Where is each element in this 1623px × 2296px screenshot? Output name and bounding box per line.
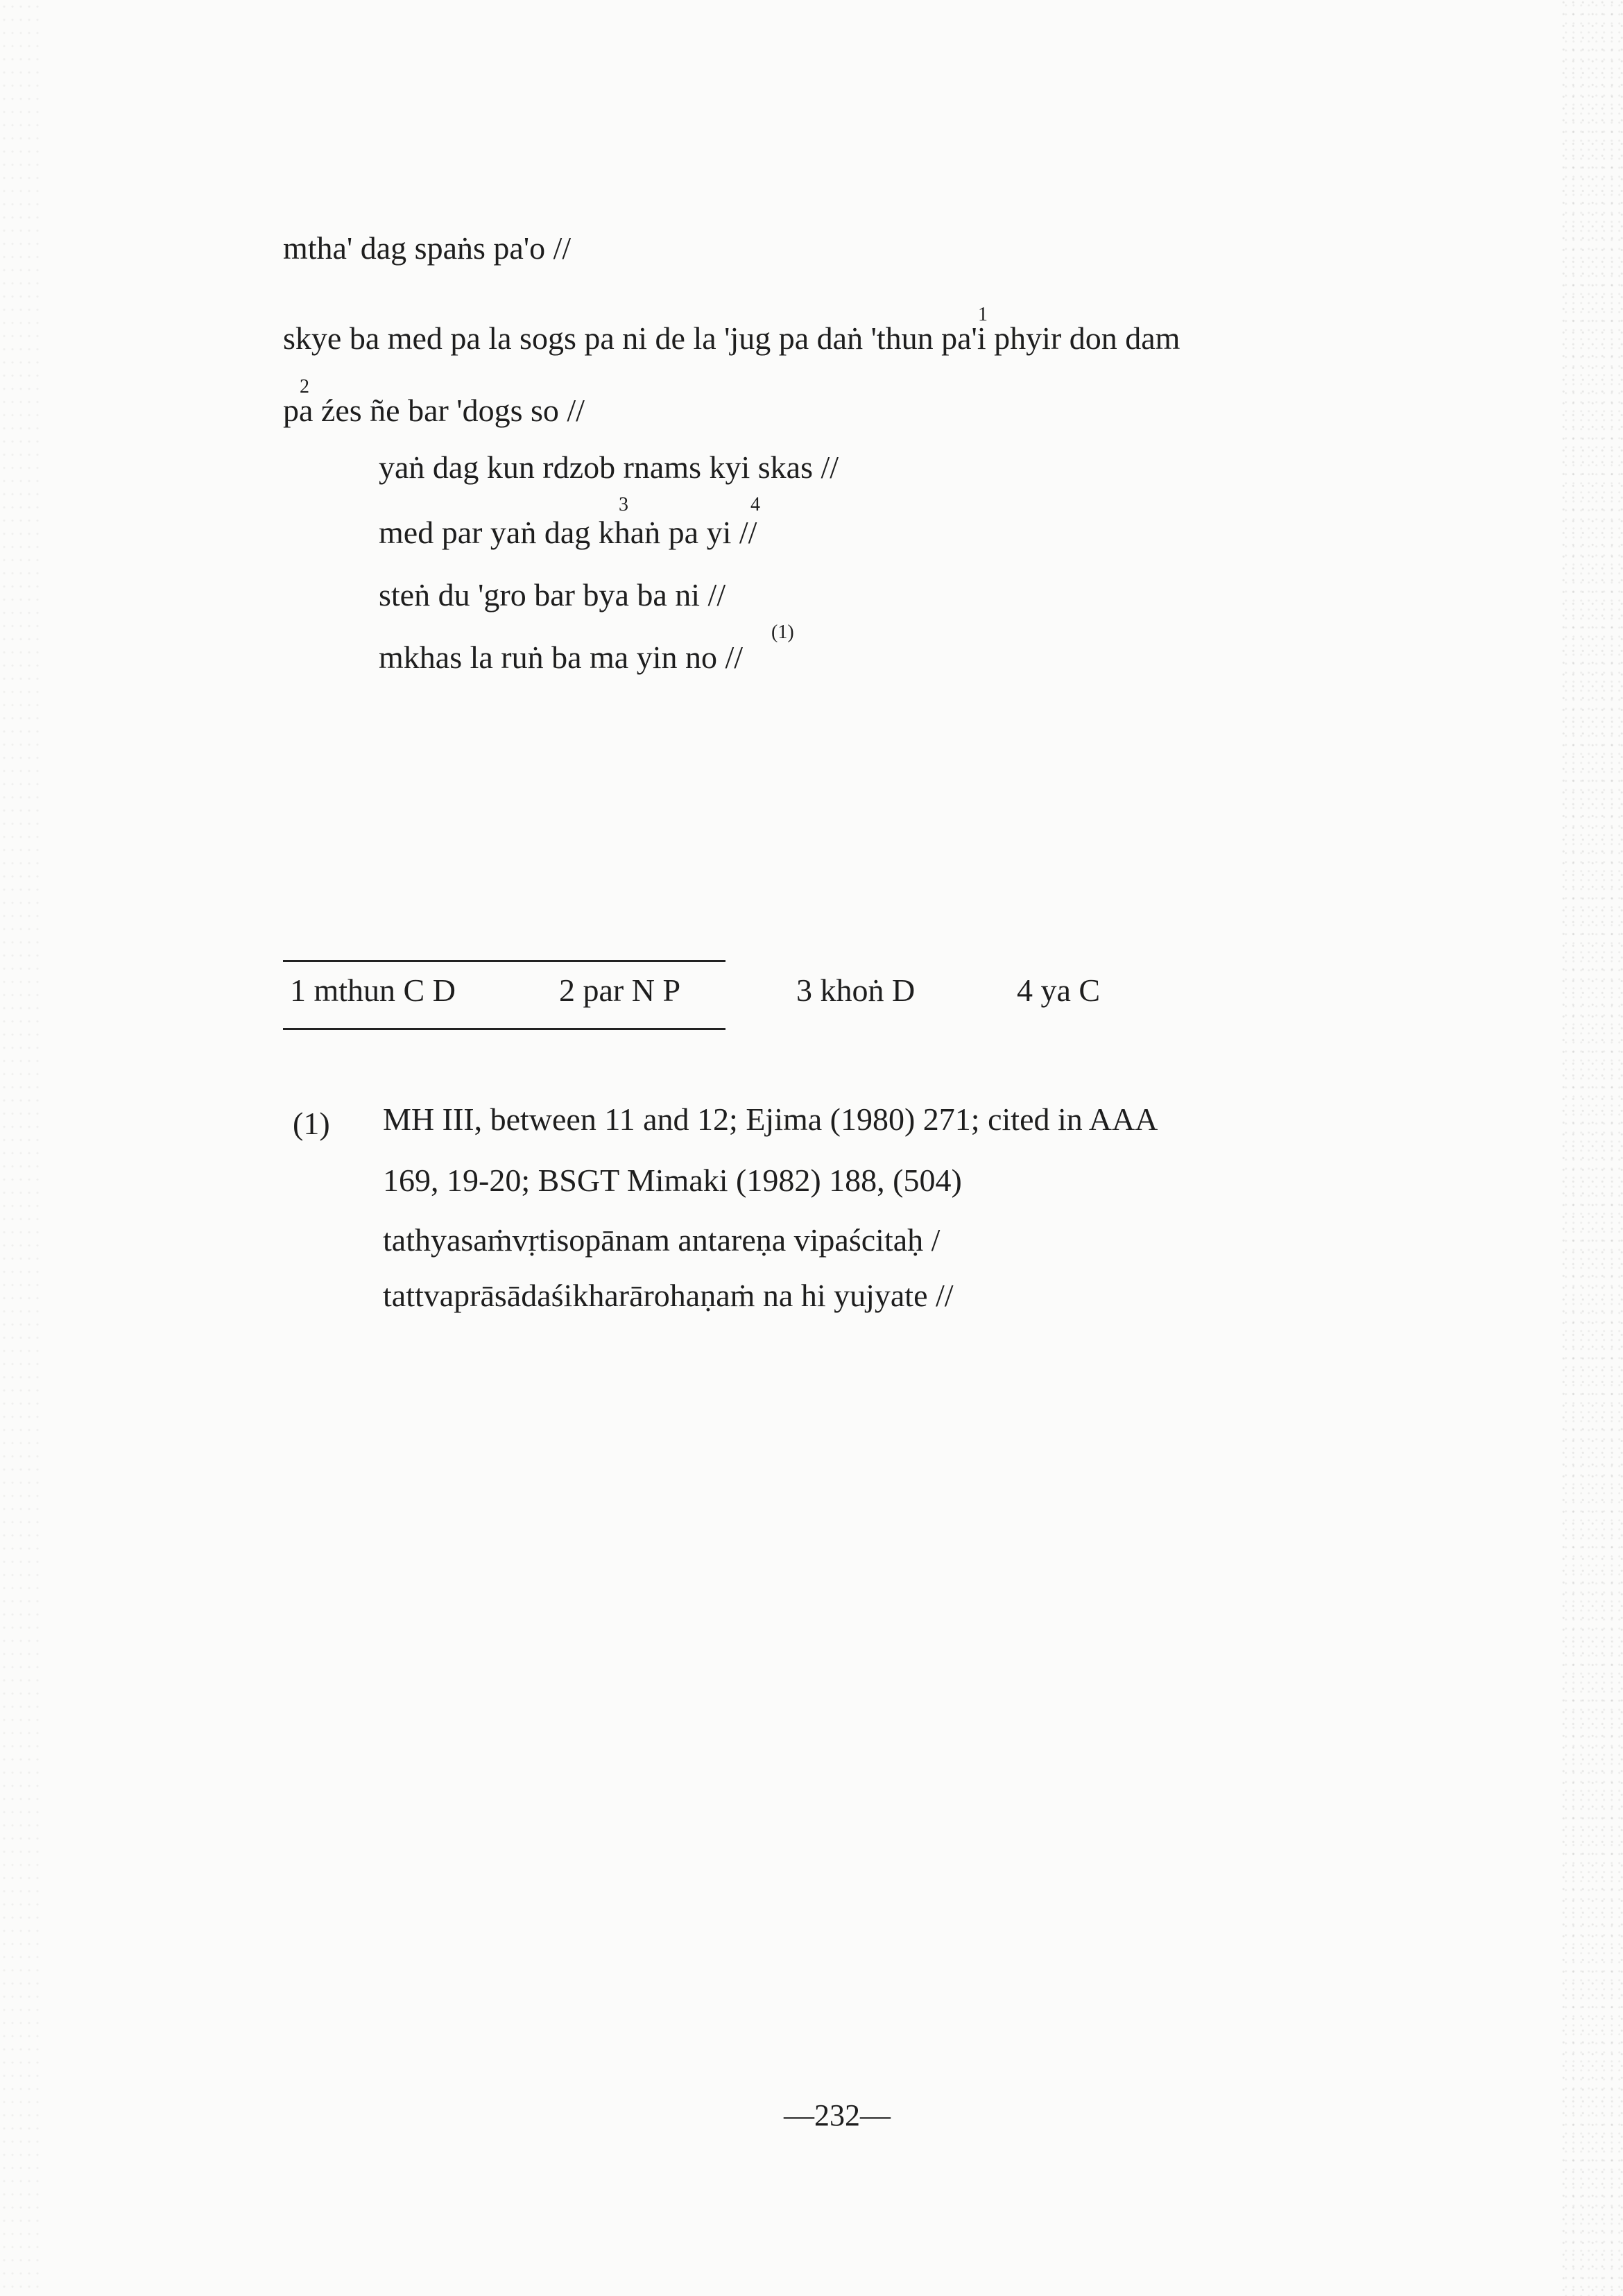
- variant-marker-3: 3: [619, 494, 628, 515]
- variant-3: 3 khoṅ D: [796, 973, 916, 1008]
- variant-1: 1 mthun C D: [290, 973, 456, 1008]
- verse-line-2: med par yaṅ dag khaṅ pa yi //: [379, 515, 757, 550]
- footnote-line-4: tattvaprāsādaśikharārohaṇaṁ na hi yujyate //: [383, 1278, 954, 1313]
- text-line-3: pa źes ñe bar 'dogs so //: [283, 393, 585, 428]
- variant-marker-1: 1: [978, 304, 988, 325]
- variant-marker-4: 4: [750, 494, 760, 515]
- page-number: —232—: [784, 2098, 891, 2132]
- variant-2: 2 par N P: [559, 973, 681, 1008]
- scan-noise-right: [1561, 0, 1623, 2296]
- scan-noise-left: [0, 0, 42, 2296]
- footnote-line-3: tathyasaṁvṛtisopānam antareṇa vipaścitaḥ /: [383, 1222, 941, 1258]
- verse-line-4: mkhas la ruṅ ba ma yin no //: [379, 640, 744, 675]
- footnote-label: (1): [293, 1106, 330, 1141]
- verse-line-3: steṅ du 'gro bar bya ba ni //: [379, 577, 726, 612]
- footnote-line-1: MH III, between 11 and 12; Ejima (1980) 271; cited in AAA: [383, 1102, 1158, 1137]
- apparatus-rule-top: [283, 960, 725, 962]
- variant-4: 4 ya C: [1017, 973, 1101, 1008]
- verse-line-1: yaṅ dag kun rdzob rnams kyi skas //: [379, 449, 839, 485]
- apparatus-rule-bottom: [283, 1028, 725, 1030]
- footnote-ref-1: (1): [771, 622, 794, 643]
- footnote-line-2: 169, 19-20; BSGT Mimaki (1982) 188, (504): [383, 1163, 962, 1198]
- variant-marker-2: 2: [300, 376, 309, 397]
- text-line-1: mtha' dag spaṅs pa'o //: [283, 230, 572, 266]
- text-line-2: skye ba med pa la sogs pa ni de la 'jug pa daṅ 'thun pa'i phyir don dam: [283, 320, 1180, 356]
